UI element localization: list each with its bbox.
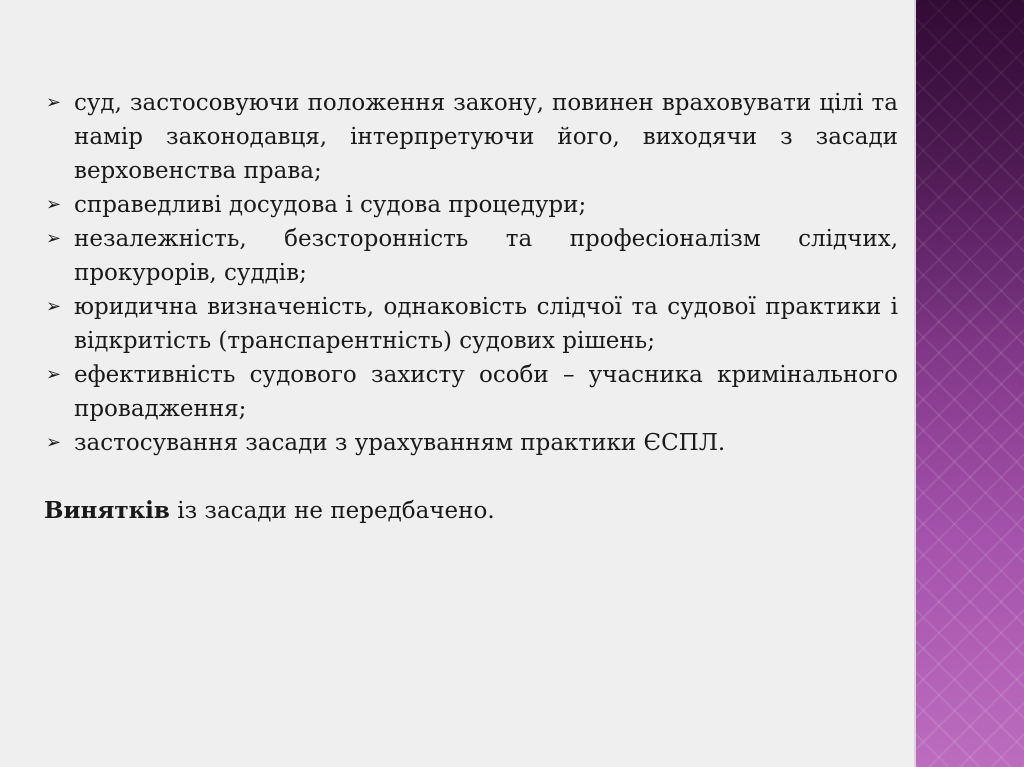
list-item	[44, 290, 898, 358]
decorative-side-band	[914, 0, 1024, 767]
arrowhead-bullet-icon: ➢	[46, 92, 62, 113]
arrowhead-bullet-icon: ➢	[46, 432, 62, 453]
exceptions-note-bold: Винятків	[44, 497, 170, 524]
list-item-text: справедливі досудова і судова процедури;	[74, 192, 587, 218]
arrowhead-bullet-icon: ➢	[46, 194, 62, 215]
list-item-text: застосування засади з урахуванням практики ЄСПЛ.	[74, 430, 726, 456]
slide-content	[44, 86, 898, 551]
list-item-text: ефективність судового захисту особи – учасника кримінального провадження;	[74, 362, 898, 422]
arrowhead-bullet-icon: ➢	[46, 364, 62, 385]
list-item	[44, 426, 898, 460]
exceptions-note-text: із засади не передбачено.	[169, 498, 495, 524]
list-item-text: юридична визначеність, однаковість слідчої та судової практики і відкритість (транспарентність) судових рішень;	[74, 294, 898, 354]
list-item-text: суд, застосовуючи положення закону, повинен враховувати цілі та намір законодавця, інтерпретуючи його, виходячи з засади верховенства права;	[74, 90, 898, 184]
list-item	[44, 358, 898, 426]
list-item	[44, 188, 898, 222]
exceptions-note	[44, 494, 898, 528]
arrowhead-bullet-icon: ➢	[46, 228, 62, 249]
arrowhead-bullet-icon: ➢	[46, 296, 62, 317]
list-item	[44, 222, 898, 290]
bullet-list	[44, 86, 898, 460]
list-item-text: незалежність, безсторонність та професіоналізм слідчих, прокурорів, суддів;	[74, 226, 898, 286]
list-item	[44, 86, 898, 188]
